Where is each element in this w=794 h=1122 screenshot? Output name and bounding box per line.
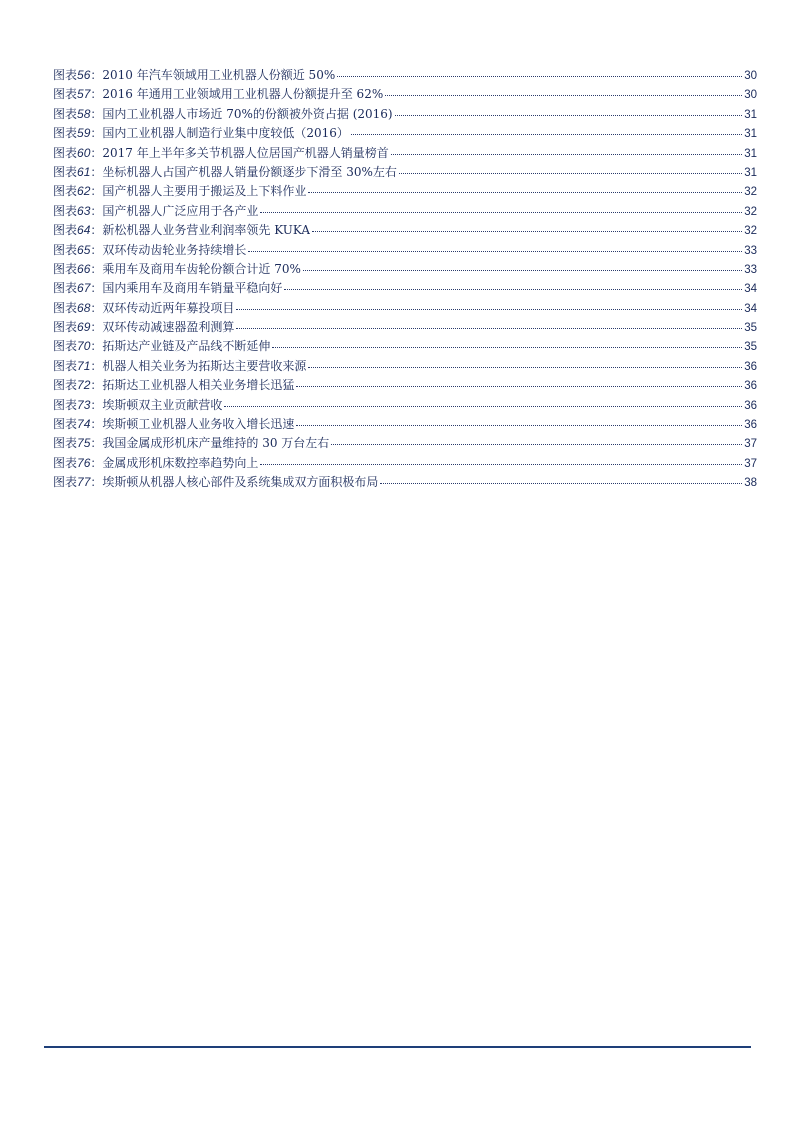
dot-leader <box>296 385 742 387</box>
figure-title: 拓斯达工业机器人相关业务增长迅猛 <box>102 378 295 393</box>
page-number: 36 <box>744 419 757 432</box>
page-number: 30 <box>744 89 757 102</box>
figure-label: 图表56： <box>53 68 103 82</box>
toc-entry-64[interactable] <box>53 221 757 240</box>
dot-leader <box>308 366 742 368</box>
dot-leader <box>260 211 742 213</box>
toc-entry-66[interactable] <box>53 260 757 279</box>
page-number: 33 <box>744 263 757 276</box>
footer-rule <box>44 1046 751 1048</box>
toc-entry-76[interactable] <box>53 454 757 473</box>
figure-title: 乘用车及商用车齿轮份额合计近 70% <box>102 261 301 276</box>
figure-label: 图表71： <box>53 358 103 373</box>
page-number: 32 <box>744 186 757 199</box>
page-number: 38 <box>744 477 757 490</box>
figure-title: 埃斯顿双主业贡献营收 <box>102 397 223 412</box>
figure-title: 国产机器人广泛应用于各产业 <box>102 203 259 218</box>
page-number: 36 <box>744 360 757 373</box>
figure-title: 双环传动减速器盈利测算 <box>102 320 235 335</box>
figure-title: 双环传动齿轮业务持续增长 <box>102 242 247 257</box>
page-number: 31 <box>744 128 757 141</box>
toc-entry-69[interactable] <box>53 318 757 337</box>
figure-label: 图表65： <box>53 242 103 257</box>
page-number: 31 <box>744 147 757 160</box>
dot-leader <box>296 424 742 426</box>
figure-title: 机器人相关业务为拓斯达主要营收来源 <box>102 358 307 373</box>
toc-entry-74[interactable] <box>53 415 757 434</box>
toc-entry-63[interactable] <box>53 202 757 221</box>
toc-entry-77[interactable] <box>53 473 757 492</box>
page-number: 34 <box>744 302 757 315</box>
figure-title: 新松机器人业务营业利润率领先 KUKA <box>102 223 311 238</box>
dot-leader <box>312 230 742 232</box>
figure-label: 图表57： <box>53 87 103 102</box>
toc-entry-60[interactable] <box>53 144 757 163</box>
figure-label: 图表67： <box>53 281 103 296</box>
figure-label: 图表77： <box>53 475 103 490</box>
page-number: 35 <box>744 322 757 335</box>
toc-entry-62[interactable] <box>53 182 757 201</box>
toc-entry-57[interactable] <box>53 85 757 104</box>
toc-entry-59[interactable] <box>53 124 757 143</box>
dot-leader <box>272 346 742 348</box>
page-number: 33 <box>744 244 757 257</box>
figure-label: 图表70： <box>53 339 103 354</box>
page-number: 31 <box>744 166 757 179</box>
figure-label: 图表73： <box>53 397 103 412</box>
figure-label: 图表66： <box>53 261 103 276</box>
page-number: 35 <box>744 341 757 354</box>
figure-title: 埃斯顿从机器人核心部件及系统集成双方面积极布局 <box>102 475 379 490</box>
figure-title: 埃斯顿工业机器人业务收入增长迅速 <box>102 417 295 432</box>
toc-entry-75[interactable] <box>53 434 757 453</box>
toc-entry-72[interactable] <box>53 376 757 395</box>
figure-label: 图表68： <box>53 300 103 315</box>
toc-entry-61[interactable] <box>53 163 757 182</box>
dot-leader <box>399 172 742 174</box>
toc-entry-68[interactable] <box>53 299 757 318</box>
toc-entry-71[interactable] <box>53 357 757 376</box>
dot-leader <box>395 114 743 116</box>
figure-title: 我国金属成形机床产量维持的 30 万台左右 <box>102 436 330 451</box>
figure-title: 2010 年汽车领域用工业机器人份额近 50% <box>102 68 336 82</box>
figure-label: 图表63： <box>53 203 103 218</box>
figure-label: 图表72： <box>53 378 103 393</box>
figure-title: 国内工业机器人市场近 70%的份额被外资占据 (2016) <box>102 106 393 121</box>
figure-title: 坐标机器人占国产机器人销量份额逐步下滑至 30%左右 <box>102 164 397 179</box>
figure-label: 图表76： <box>53 455 103 470</box>
figure-title: 国内乘用车及商用车销量平稳向好 <box>102 281 283 296</box>
toc-entry-70[interactable] <box>53 337 757 356</box>
dot-leader <box>308 191 742 193</box>
toc-entry-58[interactable] <box>53 105 757 124</box>
page-number: 34 <box>744 283 757 296</box>
page-number: 32 <box>744 225 757 238</box>
dot-leader <box>224 405 742 407</box>
figure-label: 图表60： <box>53 145 103 160</box>
dot-leader <box>236 327 742 329</box>
toc-entry-56[interactable] <box>53 66 757 85</box>
figure-label: 图表69： <box>53 320 103 335</box>
figure-title: 国内工业机器人制造行业集中度较低（2016） <box>102 126 349 141</box>
figure-label: 图表58： <box>53 106 103 121</box>
dot-leader <box>385 94 742 96</box>
figure-title: 2017 年上半年多关节机器人位居国产机器人销量榜首 <box>102 145 389 160</box>
figure-title: 金属成形机床数控率趋势向上 <box>102 455 259 470</box>
dot-leader <box>351 133 742 135</box>
dot-leader <box>284 288 742 290</box>
page-number: 37 <box>744 457 757 470</box>
figure-title: 国产机器人主要用于搬运及上下料作业 <box>102 184 307 199</box>
toc-entry-65[interactable] <box>53 241 757 260</box>
page-number: 37 <box>744 438 757 451</box>
page-number: 32 <box>744 205 757 218</box>
dot-leader <box>331 443 742 445</box>
dot-leader <box>260 463 742 465</box>
dot-leader <box>303 269 742 271</box>
toc-entry-73[interactable] <box>53 396 757 415</box>
dot-leader <box>337 75 742 77</box>
figure-label: 图表59： <box>53 126 103 141</box>
figure-label: 图表61： <box>53 164 103 179</box>
figure-title: 拓斯达产业链及产品线不断延伸 <box>102 339 271 354</box>
table-of-figures <box>53 66 757 493</box>
figure-label: 图表64： <box>53 223 103 238</box>
figure-label: 图表75： <box>53 436 103 451</box>
dot-leader <box>236 308 742 310</box>
dot-leader <box>391 153 742 155</box>
dot-leader <box>380 482 742 484</box>
toc-entry-67[interactable] <box>53 279 757 298</box>
figure-label: 图表62： <box>53 184 103 199</box>
dot-leader <box>248 250 742 252</box>
figure-label: 图表74： <box>53 417 103 432</box>
figure-title: 双环传动近两年募投项目 <box>102 300 235 315</box>
figure-title: 2016 年通用工业领域用工业机器人份额提升至 62% <box>102 87 384 102</box>
page-number: 36 <box>744 399 757 412</box>
page-number: 30 <box>744 70 757 82</box>
page-number: 31 <box>744 108 757 121</box>
page-number: 36 <box>744 380 757 393</box>
